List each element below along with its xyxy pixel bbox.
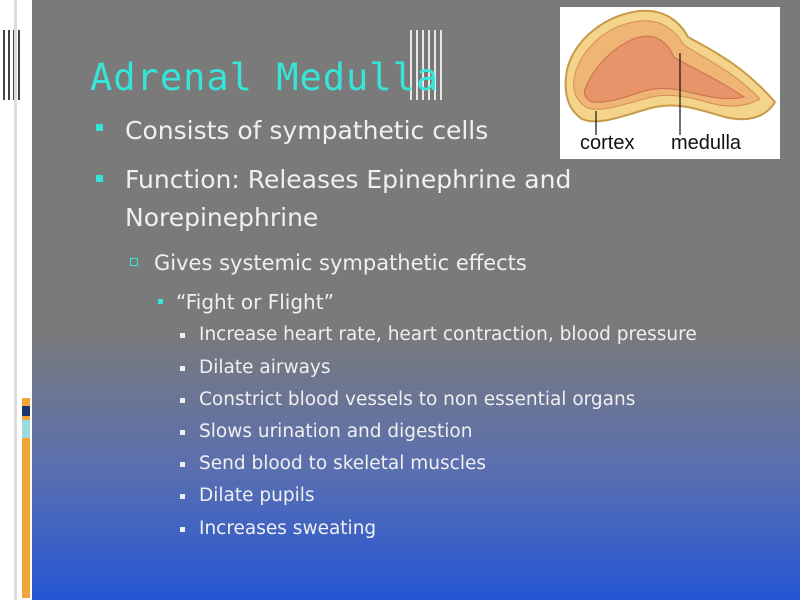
- bullet-marker-small-square: [180, 527, 185, 532]
- bullet-marker-small-square: [158, 299, 163, 304]
- ornament-left-accent-navy: [22, 406, 30, 416]
- ornament-left-accent-cyan: [22, 420, 30, 438]
- bullet-marker-small-square: [180, 398, 185, 403]
- bullet-marker-square: [96, 175, 103, 182]
- bullet-item: Increase heart rate, heart contraction, blood pressure: [199, 324, 697, 345]
- bullet-marker-small-square: [180, 462, 185, 467]
- slide-title: Adrenal Medulla: [90, 56, 440, 99]
- bullet-item: Function: Releases Epinephrine and: [125, 165, 572, 194]
- bullet-item: Send blood to skeletal muscles: [199, 453, 486, 474]
- bullet-marker-square: [96, 124, 103, 131]
- bullet-item: Slows urination and digestion: [199, 421, 473, 442]
- bullet-marker-small-square: [180, 366, 185, 371]
- label-cortex: cortex: [580, 132, 635, 154]
- bullet-item: “Fight or Flight”: [176, 290, 334, 314]
- bullet-item-continuation: Norepinephrine: [125, 203, 319, 232]
- bullet-marker-hollow-square: [130, 258, 138, 266]
- bullet-marker-small-square: [180, 494, 185, 499]
- label-medulla: medulla: [671, 132, 742, 154]
- ornament-vertical-strip: [14, 0, 17, 600]
- bullet-item: Constrict blood vessels to non essential organs: [199, 389, 636, 410]
- bullet-item: Consists of sympathetic cells: [125, 116, 489, 145]
- bullet-item: Gives systemic sympathetic effects: [154, 251, 527, 275]
- bullet-item: Increases sweating: [199, 518, 377, 539]
- bullet-item: Dilate pupils: [199, 485, 315, 506]
- bullet-item: Dilate airways: [199, 357, 331, 378]
- bullet-marker-small-square: [180, 333, 185, 338]
- bullet-marker-small-square: [180, 430, 185, 435]
- adrenal-gland-image: [560, 7, 780, 159]
